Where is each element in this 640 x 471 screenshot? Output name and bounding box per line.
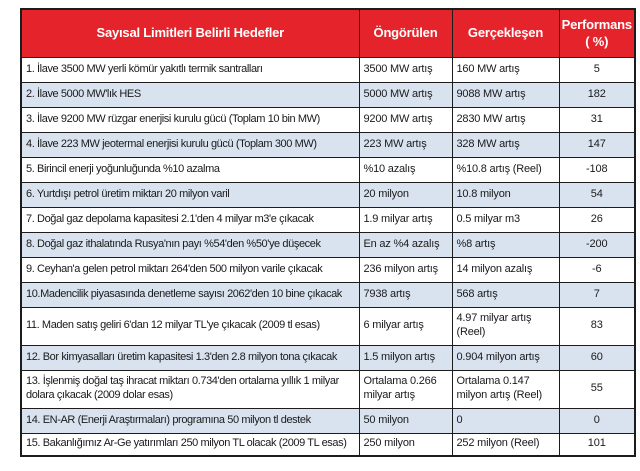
realized-cell: 252 milyon (Reel) (452, 433, 559, 456)
projected-cell: 223 MW artış (359, 132, 452, 157)
performance-cell: 147 (559, 132, 635, 157)
performance-cell: -6 (559, 257, 635, 282)
performance-cell: 54 (559, 182, 635, 207)
goal-cell: 2. İlave 5000 MW'lık HES (21, 82, 359, 107)
performance-cell: 60 (559, 345, 635, 370)
realized-cell: %10.8 artış (Reel) (452, 157, 559, 182)
goal-cell: 5. Birincil enerji yoğunluğunda %10 azalma (21, 157, 359, 182)
goal-cell: 9. Ceyhan'a gelen petrol miktarı 264'den 500 milyon varile çıkacak (21, 257, 359, 282)
goal-cell: 7. Doğal gaz depolama kapasitesi 2.1'den 4 milyar m3'e çıkacak (21, 207, 359, 232)
realized-cell: 10.8 milyon (452, 182, 559, 207)
goal-cell: 14. EN-AR (Enerji Araştırmaları) programına 50 milyon tl destek (21, 408, 359, 433)
realized-cell: 9088 MW artış (452, 82, 559, 107)
projected-cell: 236 milyon artış (359, 257, 452, 282)
table-row (21, 345, 635, 370)
table-row (21, 132, 635, 157)
table-row (21, 107, 635, 132)
performance-cell: 0 (559, 408, 635, 433)
performance-cell: -108 (559, 157, 635, 182)
realized-cell: 14 milyon azalış (452, 257, 559, 282)
performance-cell: 101 (559, 433, 635, 456)
goal-cell: 6. Yurtdışı petrol üretim miktarı 20 milyon varil (21, 182, 359, 207)
table-row (21, 182, 635, 207)
table-row (21, 257, 635, 282)
realized-cell: 0 (452, 408, 559, 433)
projected-cell: En az %4 azalış (359, 232, 452, 257)
header-row (21, 9, 635, 57)
projected-cell: 50 milyon (359, 408, 452, 433)
projected-cell: 1.9 milyar artış (359, 207, 452, 232)
goal-cell: 11. Maden satış geliri 6'dan 12 milyar TL'ye çıkacak (2009 tl esas) (21, 307, 359, 345)
col-header-goals: Sayısal Limitleri Belirli Hedefler (21, 9, 359, 57)
table-row (21, 307, 635, 345)
col-header-realized: Gerçekleşen (452, 9, 559, 57)
goal-cell: 3. İlave 9200 MW rüzgar enerjisi kurulu gücü (Toplam 10 bin MW) (21, 107, 359, 132)
projected-cell: 1.5 milyon artış (359, 345, 452, 370)
goal-cell: 10.Madencilik piyasasında denetleme sayısı 2062'den 10 bine çıkacak (21, 282, 359, 307)
col-header-projected: Öngörülen (359, 9, 452, 57)
realized-cell: 4.97 milyar artış (Reel) (452, 307, 559, 345)
performance-cell: 83 (559, 307, 635, 345)
goal-cell: 13. İşlenmiş doğal taş ihracat miktarı 0.734'den ortalama yıllık 1 milyar dolara çıkacak (2009 dolar esas) (21, 370, 359, 408)
projected-cell: 5000 MW artış (359, 82, 452, 107)
realized-cell: 0.5 milyar m3 (452, 207, 559, 232)
projected-cell: 7938 artış (359, 282, 452, 307)
realized-cell: 2830 MW artış (452, 107, 559, 132)
realized-cell: 568 artış (452, 282, 559, 307)
performance-cell: 55 (559, 370, 635, 408)
performance-cell: 182 (559, 82, 635, 107)
goal-cell: 4. İlave 223 MW jeotermal enerjisi kurulu gücü (Toplam 300 MW) (21, 132, 359, 157)
goal-cell: 15. Bakanlığımız Ar-Ge yatırımları 250 milyon TL olacak (2009 TL esas) (21, 433, 359, 456)
projected-cell: 20 milyon (359, 182, 452, 207)
realized-cell: Ortalama 0.147 milyon artış (Reel) (452, 370, 559, 408)
realized-cell: 328 MW artış (452, 132, 559, 157)
projected-cell: 250 milyon (359, 433, 452, 456)
performance-cell: 7 (559, 282, 635, 307)
projected-cell: 6 milyar artış (359, 307, 452, 345)
table-row (21, 433, 635, 456)
goal-cell: 12. Bor kimyasalları üretim kapasitesi 1.3'den 2.8 milyon tona çıkacak (21, 345, 359, 370)
table-row (21, 207, 635, 232)
table-row (21, 232, 635, 257)
table-row (21, 370, 635, 408)
performance-cell: 26 (559, 207, 635, 232)
goal-cell: 8. Doğal gaz ithalatında Rusya'nın payı %54'den %50'ye düşecek (21, 232, 359, 257)
realized-cell: %8 artış (452, 232, 559, 257)
table-row (21, 157, 635, 182)
col-header-performance: Performans ( %) (559, 9, 635, 57)
projected-cell: 9200 MW artış (359, 107, 452, 132)
projected-cell: %10 azalış (359, 157, 452, 182)
realized-cell: 0.904 milyon artış (452, 345, 559, 370)
table-row (21, 408, 635, 433)
goals-table (20, 8, 636, 457)
performance-cell: 31 (559, 107, 635, 132)
projected-cell: Ortalama 0.266 milyar artış (359, 370, 452, 408)
table-row (21, 57, 635, 82)
performance-cell: 5 (559, 57, 635, 82)
realized-cell: 160 MW artış (452, 57, 559, 82)
performance-cell: -200 (559, 232, 635, 257)
table-row (21, 82, 635, 107)
table-row (21, 282, 635, 307)
goal-cell: 1. İlave 3500 MW yerli kömür yakıtlı termik santralları (21, 57, 359, 82)
projected-cell: 3500 MW artış (359, 57, 452, 82)
